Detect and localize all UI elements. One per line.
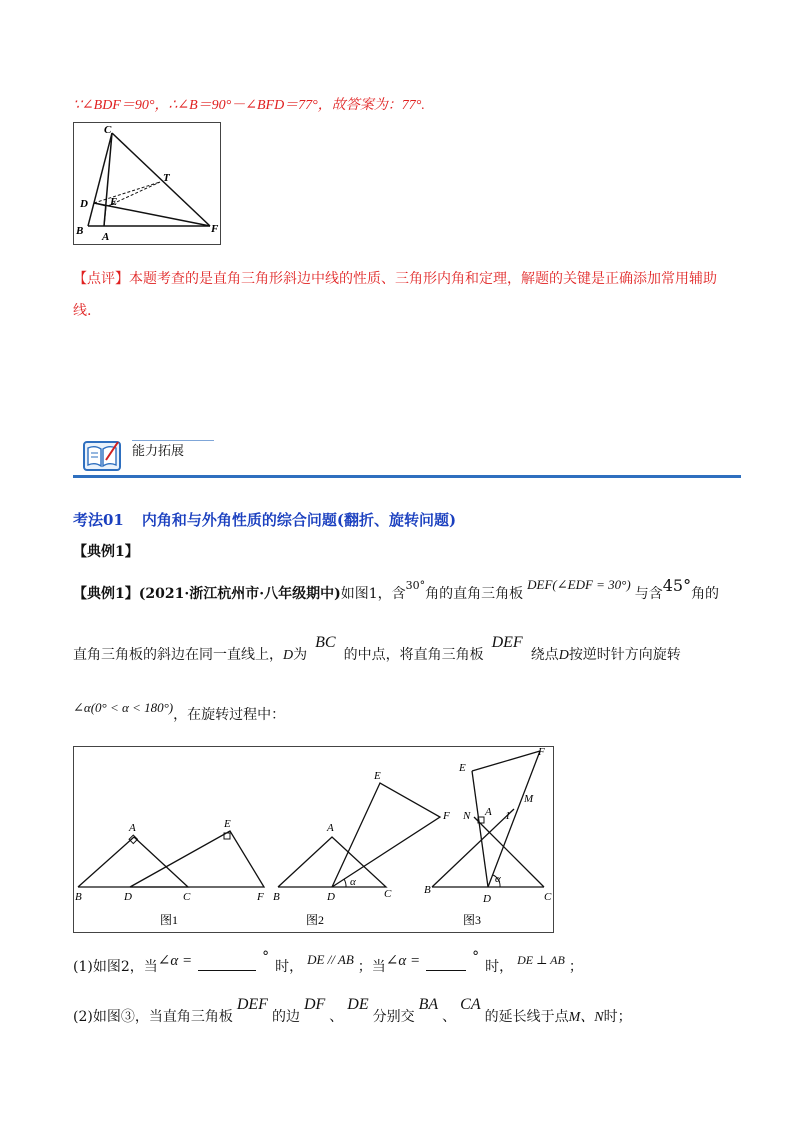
segment-ba: BA bbox=[418, 996, 439, 1013]
comment-block bbox=[73, 263, 733, 327]
text-segment: 的延长线于点 bbox=[484, 1009, 569, 1025]
text-segment: 时， bbox=[485, 959, 514, 975]
text-segment: ；当 bbox=[357, 959, 386, 975]
fig3-label-c: C bbox=[544, 891, 552, 903]
label-b: B bbox=[76, 225, 84, 237]
example-line-1 bbox=[73, 576, 720, 603]
rotation-range: ∠α(0° < α < 180°) bbox=[73, 700, 174, 715]
text-segment: 、 bbox=[442, 1009, 457, 1025]
answer-blank-1[interactable] bbox=[198, 970, 256, 971]
figure-1 bbox=[75, 818, 264, 927]
question-1 bbox=[73, 949, 583, 976]
answer-blank-2[interactable] bbox=[426, 970, 466, 971]
section-title: 能力拓展 bbox=[132, 444, 185, 459]
fig2-label-e: E bbox=[374, 770, 381, 782]
comment-text: 本题考查的是直角三角形斜边中线的性质、三角形内角和定理，解题的关键是正确添加常用辅助线. bbox=[73, 271, 717, 319]
perpendicular-expr: DE ⊥ AB bbox=[517, 953, 565, 967]
fig3-label-e: E bbox=[459, 762, 466, 774]
label-d: D bbox=[80, 198, 88, 210]
text-segment: ； bbox=[568, 959, 583, 975]
angle-45: 45° bbox=[662, 576, 692, 595]
fig2-label-alpha: α bbox=[350, 876, 356, 888]
segment-bc: BC bbox=[315, 634, 336, 651]
segment-df: DF bbox=[303, 996, 326, 1013]
angle-30: 30° bbox=[405, 579, 426, 592]
text-segment: 、 bbox=[329, 1009, 344, 1025]
text-segment: 如图1，含 bbox=[340, 586, 406, 602]
fig1-label-c: C bbox=[183, 891, 191, 903]
text-segment: 的中点，将直角三角板 bbox=[343, 647, 484, 663]
fig3-label-alpha: α bbox=[495, 873, 501, 885]
label-t: T bbox=[163, 172, 170, 184]
point-d: D bbox=[283, 648, 294, 663]
points-mn: M、N bbox=[568, 1010, 604, 1025]
fig3-label-n: N bbox=[463, 810, 471, 822]
fig3-caption: 图3 bbox=[463, 913, 482, 927]
rotation-figures bbox=[74, 747, 553, 932]
text-segment: 时； bbox=[603, 1009, 632, 1025]
text-segment: 角的直角三角板 bbox=[425, 586, 524, 602]
kaofa-heading bbox=[73, 509, 456, 530]
fig1-label-a: A bbox=[129, 822, 136, 834]
figure-3 bbox=[424, 747, 552, 927]
example-heading: 【典例1】 bbox=[73, 544, 139, 560]
fig3-label-f: F bbox=[538, 747, 545, 758]
text-segment: (2)如图③，当直角三角板 bbox=[73, 1009, 233, 1025]
fig2-caption: 图2 bbox=[306, 913, 325, 927]
fig3-label-b: B bbox=[424, 884, 431, 896]
def-expression: DEF(∠EDF = 30°) bbox=[527, 577, 631, 592]
point-d: D bbox=[558, 648, 569, 663]
triangle-diagram bbox=[74, 123, 220, 244]
parallel-expr: DE // AB bbox=[307, 952, 354, 967]
fig3-label-a: A bbox=[485, 806, 492, 818]
text-segment: 与含 bbox=[634, 586, 663, 602]
kaofa-label: 考法01 bbox=[73, 511, 124, 529]
figure-triangle-top bbox=[73, 122, 221, 245]
example-tag: 【典例1】 bbox=[73, 586, 139, 602]
comment-tag: 【点评】 bbox=[73, 271, 129, 287]
label-f: F bbox=[211, 223, 219, 235]
text-segment: (1)如图2，当 bbox=[73, 959, 158, 975]
example-line-2 bbox=[73, 634, 681, 664]
fig1-caption: 图1 bbox=[160, 913, 179, 927]
text-segment: 直角三角板的斜边在同一直线上， bbox=[73, 647, 283, 663]
label-e: E bbox=[110, 196, 118, 208]
fig3-label-1: 1 bbox=[505, 810, 511, 822]
text-segment: 分别交 bbox=[372, 1009, 415, 1025]
text-segment: 时， bbox=[275, 959, 304, 975]
label-c: C bbox=[104, 124, 112, 136]
fig1-label-b: B bbox=[75, 891, 82, 903]
fig2-label-c: C bbox=[384, 888, 392, 900]
fig2-label-d: D bbox=[327, 891, 335, 903]
example-source: (2021·浙江杭州市·八年级期中) bbox=[138, 586, 341, 602]
solution-line: ∵∠BDF＝90°，∴∠B＝90°－∠BFD＝77°，故答案为：77°. bbox=[73, 98, 425, 113]
text-segment: 为 bbox=[293, 647, 308, 663]
book-pen-icon bbox=[82, 438, 122, 474]
fig1-label-d: D bbox=[124, 891, 132, 903]
figures-panel bbox=[73, 746, 554, 933]
fig3-label-m: M bbox=[524, 793, 534, 805]
fig2-label-f: F bbox=[443, 810, 450, 822]
text-segment: 角的 bbox=[691, 586, 720, 602]
fig2-label-a: A bbox=[327, 822, 334, 834]
figure-2 bbox=[273, 770, 450, 927]
text-segment: ，在旋转过程中： bbox=[173, 707, 286, 723]
degree-sign: ° bbox=[472, 949, 480, 965]
segment-ca: CA bbox=[460, 996, 481, 1013]
triangle-def: DEF bbox=[236, 996, 268, 1013]
triangle-def: DEF bbox=[491, 634, 523, 651]
label-a: A bbox=[102, 231, 110, 243]
text-segment: 的边 bbox=[271, 1009, 300, 1025]
fig2-label-b: B bbox=[273, 891, 280, 903]
degree-sign: ° bbox=[262, 949, 270, 965]
fig1-label-e: E bbox=[224, 818, 231, 830]
fig3-label-d: D bbox=[483, 893, 491, 905]
alpha-expr: ∠α = bbox=[385, 953, 421, 969]
section-icon bbox=[82, 438, 122, 474]
section-divider bbox=[73, 475, 741, 478]
example-line-3 bbox=[73, 700, 286, 724]
text-segment: 按逆时针方向旋转 bbox=[568, 647, 681, 663]
question-2 bbox=[73, 996, 632, 1026]
alpha-expr: ∠α = bbox=[157, 953, 193, 969]
fig1-label-f: F bbox=[257, 891, 264, 903]
kaofa-title: 内角和与外角性质的综合问题(翻折、旋转问题) bbox=[141, 511, 457, 529]
segment-de: DE bbox=[347, 996, 369, 1013]
text-segment: 绕点 bbox=[530, 647, 559, 663]
